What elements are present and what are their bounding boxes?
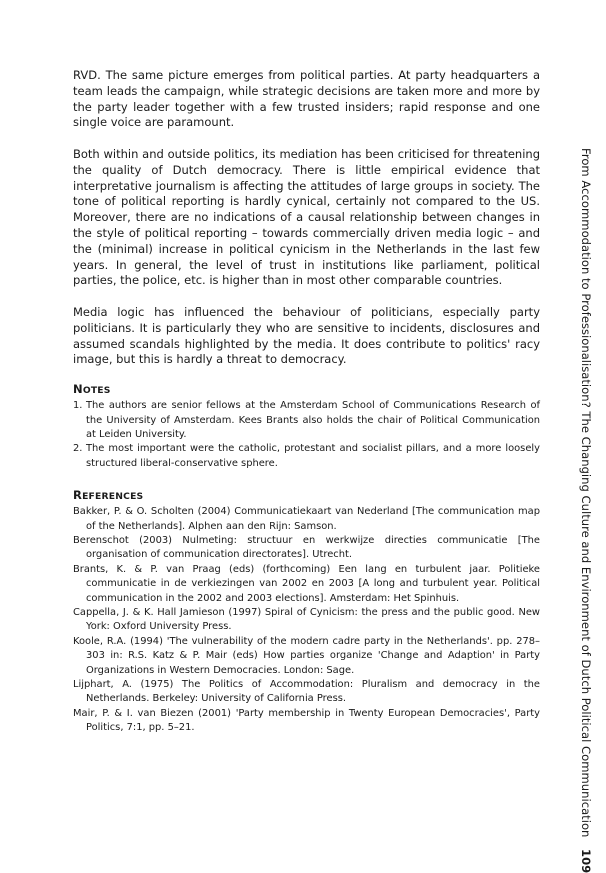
note-text: The most important were the catholic, protestant and socialist pillars, and a more loosely structured liberal-conservative sphere. — [86, 443, 540, 469]
reference-item: Koole, R.A. (1994) 'The vulnerability of the modern cadre party in the Netherlands'. pp. 278–303 in: R.S. Katz & P. Mair (eds) How parties organize 'Change and Adaption' in Party Organizations in Western Democracies. London: Sage. — [73, 635, 540, 676]
note-item — [73, 442, 540, 471]
reference-item: Cappella, J. & K. Hall Jamieson (1997) Spiral of Cynicism: the press and the public good. New York: Oxford University Press. — [73, 607, 540, 633]
note-item — [73, 399, 540, 442]
references-list — [73, 505, 540, 736]
page-body — [73, 68, 540, 736]
running-head-title: From Accommodation to Professionalisation? The Changing Culture and Environment of Dutch Political Communication — [579, 148, 593, 838]
running-head — [576, 148, 596, 873]
reference-item: Bakker, P. & O. Scholten (2004) Communicatiekaart van Nederland [The communication map of the Netherlands]. Alphen aan den Rijn: Samson. — [73, 506, 540, 532]
body-paragraph: Both within and outside politics, its mediation has been criticised for threatening the quality of Dutch democracy. There is little empirical evidence that interpretative journalism is affecting the attitudes of large groups in society. The tone of political reporting is hardly cynical, certainly not compared to the US. Moreover, there are no indications of a causal relationship between changes in the style of political reporting – towards commercially driven media logic – and the (minimal) increase in political cynicism in the Netherlands in the last few years. In general, the level of trust in institutions like parliament, political parties, the police, etc. is higher than in most other comparable countries. — [73, 146, 540, 288]
reference-item: Lijphart, A. (1975) The Politics of Accommodation: Pluralism and democracy in the Netherlands. Berkeley: University of California Press. — [73, 679, 540, 705]
body-paragraph: Media logic has influenced the behaviour of politicians, especially party politicians. It is particularly they who are sensitive to incidents, disclosures and assumed scandals highlighted by the media. It does contribute to politics' racy image, but this is hardly a threat to democracy. — [73, 304, 540, 367]
reference-item: Berenschot (2003) Nulmeting: structuur en werkwijze directies communicatie [The organisation of communication directorates]. Utrecht. — [73, 534, 540, 561]
note-text: The authors are senior fellows at the Amsterdam School of Communications Research of the University of Amsterdam. Kees Brants also holds the chair of Political Communication at Leiden University. — [86, 400, 540, 440]
note-number: 1. — [73, 400, 83, 412]
page-number: 109 — [579, 849, 593, 873]
reference-item: Mair, P. & I. van Biezen (2001) 'Party membership in Twenty European Democracies', Party Politics, 7:1, pp. 5–21. — [73, 707, 540, 734]
note-number: 2. — [73, 443, 83, 455]
notes-list — [73, 399, 540, 471]
body-paragraph: RVD. The same picture emerges from political parties. At party headquarters a team leads the campaign, while strategic decisions are taken more and more by the party leader together with a few trusted insiders; rapid response and one single voice are paramount. — [73, 68, 540, 130]
references-heading: REFERENCES — [73, 488, 144, 503]
reference-item: Brants, K. & P. van Praag (eds) (forthcoming) Een lang en turbulent jaar. Politieke communicatie in de verkiezingen van 2002 en 2003 [A long and turbulent year. Political communication in the 2002 and 2003 elections]. Amsterdam: Het Spinhuis. — [73, 563, 540, 604]
notes-heading: NOTES — [73, 382, 111, 397]
